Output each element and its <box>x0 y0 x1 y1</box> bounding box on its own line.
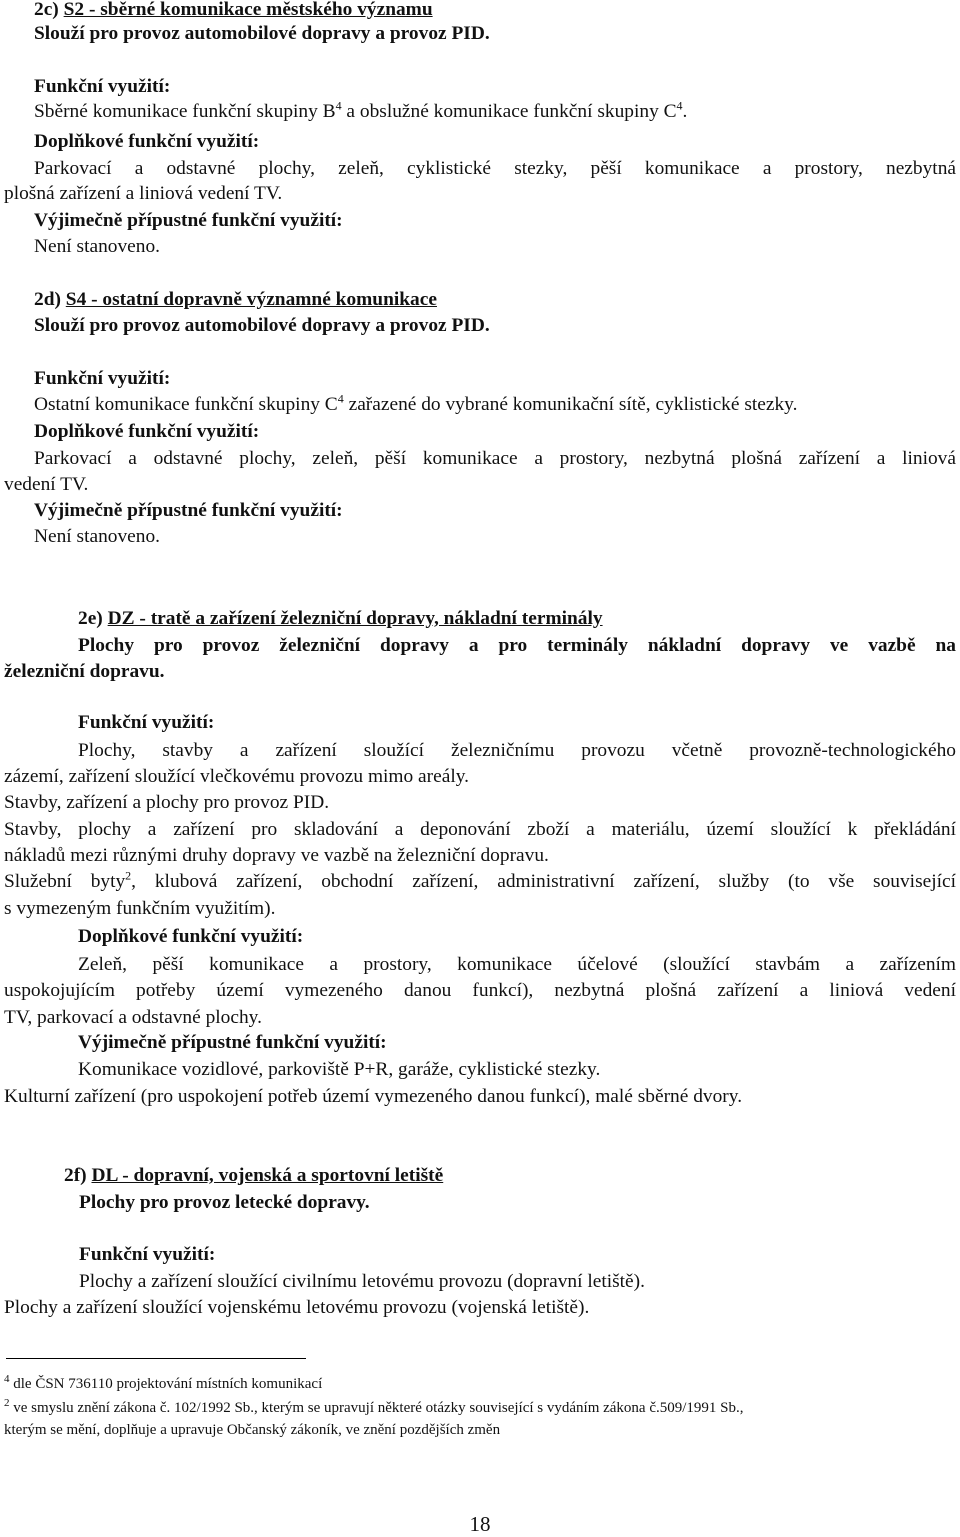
section-2c-heading <box>34 0 433 22</box>
section-2d-dfu-line2: vedení TV. <box>4 474 89 495</box>
footnote-separator <box>6 1358 306 1359</box>
section-2e-fu-line5: nákladů mezi různými druhy dopravy ve vazbě na železniční dopravu. <box>4 845 549 866</box>
section-2f-purpose: Plochy pro provoz letecké dopravy. <box>79 1192 370 1213</box>
section-2c-dfu-line2: plošná zařízení a liniová vedení TV. <box>4 183 283 204</box>
section-2e-heading <box>78 607 603 631</box>
section-2d-title: S4 - ostatní dopravně významné komunikace <box>65 289 437 310</box>
section-2e-vpfu-line1: Komunikace vozidlové, parkoviště P+R, garáže, cyklistické stezky. <box>78 1059 601 1080</box>
section-2e-dfu-line2: uspokojujícím potřeby území vymezeného danou funkcí), nezbytná plošná zařízení a liniová vedení <box>4 980 956 1001</box>
section-2d-dfu-line1: Parkovací a odstavné plochy, zeleň, pěší komunikace a prostory, nezbytná plošná zařízení a liniová <box>34 448 956 469</box>
section-2f-number: 2f) <box>64 1165 87 1186</box>
section-2d-fu-text: Ostatní komunikace funkční skupiny $C^4$ zařazené do vybrané komunikační sítě, cyklistické stezky. <box>34 391 798 415</box>
section-2c-fu-text: Sběrné komunikace funkční skupiny $B^4$ a obslužné komunikace funkční skupiny $C^4$. <box>34 98 688 122</box>
section-2e-vpfu-label: Výjimečně přípustné funkční využití: <box>78 1032 387 1053</box>
footnote-2-continuation: kterým se mění, doplňuje a upravuje Občanský zákoník, ve znění pozdějších změn <box>4 1422 501 1438</box>
section-2c-fu-label: Funkční využití: <box>34 76 171 97</box>
section-2e-fu-line7: s vymezeným funkčním využitím). <box>4 898 276 919</box>
section-2e-dfu-label: Doplňkové funkční využití: <box>78 926 304 947</box>
section-2d-heading <box>34 288 437 312</box>
section-2d-fu-label: Funkční využití: <box>34 368 171 389</box>
section-2c-purpose: Slouží pro provoz automobilové dopravy a provoz PID. <box>34 23 490 44</box>
section-2e-number: 2e) <box>78 608 103 629</box>
footnote-4: $^4$ dle ČSN 736110 projektování místních komunikací <box>4 1373 323 1392</box>
section-2e-fu-line2: zázemí, zařízení sloužící vlečkovému provozu mimo areály. <box>4 766 469 787</box>
section-2f-fu-line1: Plochy a zařízení sloužící civilnímu letovému provozu (dopravní letiště). <box>79 1271 645 1292</box>
section-2e-fu-line1: Plochy, stavby a zařízení sloužící železničnímu provozu včetně provozně-technologického <box>78 740 956 761</box>
section-2e-fu-label: Funkční využití: <box>78 712 215 733</box>
section-2e-fu-line4: Stavby, plochy a zařízení pro skladování a deponování zboží a materiálu, území sloužící k překládání <box>4 819 956 840</box>
page-number: 18 <box>469 1512 491 1536</box>
footnote-2: $^2$ ve smyslu znění zákona č. 102/1992 Sb., kterým se upravují některé otázky související s vydáním zákona č.509/1991 Sb., <box>4 1397 744 1416</box>
section-2e-vpfu-line2: Kulturní zařízení (pro uspokojení potřeb území vymezeného danou funkcí), malé sběrné dvory. <box>4 1086 743 1107</box>
section-2e-title: DZ - tratě a zařízení železniční dopravy, nákladní terminály <box>107 608 603 629</box>
section-2c-number: 2c) <box>34 0 59 20</box>
section-2d-number: 2d) <box>34 289 61 310</box>
section-2f-fu-label: Funkční využití: <box>79 1244 216 1265</box>
section-2e-purpose-line2: železniční dopravu. <box>4 661 165 682</box>
section-2f-title: DL - dopravní, vojenská a sportovní letiště <box>91 1165 444 1186</box>
section-2d-vpfu-text: Není stanoveno. <box>34 526 161 547</box>
section-2e-dfu-line3: TV, parkovací a odstavné plochy. <box>4 1007 262 1028</box>
section-2d-vpfu-label: Výjimečně přípustné funkční využití: <box>34 500 343 521</box>
section-2c-vpfu-label: Výjimečně přípustné funkční využití: <box>34 210 343 231</box>
section-2e-fu-line6: Služební byty$^2$, klubová zařízení, obchodní zařízení, administrativní zařízení, služby (to vše související <box>4 868 956 892</box>
section-2e-dfu-line1: Zeleň, pěší komunikace a prostory, komunikace účelové (sloužící stavbám a zařízením <box>78 954 956 975</box>
section-2e-fu-line3: Stavby, zařízení a plochy pro provoz PID. <box>4 792 330 813</box>
section-2c-dfu-line1: Parkovací a odstavné plochy, zeleň, cyklistické stezky, pěší komunikace a prostory, nezbytná <box>34 158 956 179</box>
section-2e-purpose-line1: Plochy pro provoz železniční dopravy a pro terminály nákladní dopravy ve vazbě na <box>78 635 956 656</box>
section-2c-dfu-label: Doplňkové funkční využití: <box>34 131 260 152</box>
section-2d-dfu-label: Doplňkové funkční využití: <box>34 421 260 442</box>
section-2f-heading <box>64 1164 443 1188</box>
section-2d-purpose: Slouží pro provoz automobilové dopravy a provoz PID. <box>34 315 490 336</box>
section-2c-title: S2 - sběrné komunikace městského významu <box>63 0 433 20</box>
section-2f-fu-line2: Plochy a zařízení sloužící vojenskému letovému provozu (vojenská letiště). <box>4 1297 590 1318</box>
section-2c-vpfu-text: Není stanoveno. <box>34 236 161 257</box>
